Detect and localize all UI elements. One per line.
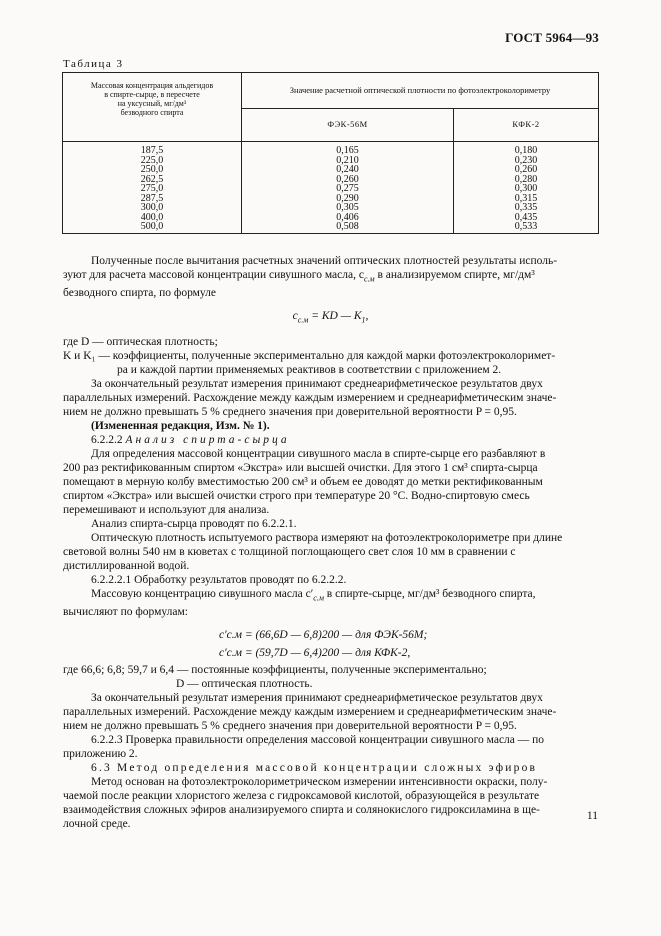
paragraph: 200 раз ректификованным спиртом «Экстра» или высшей очистки. Для этого 1 см³ спирта-сырца <box>63 461 538 474</box>
paragraph: лочной среде. <box>63 817 131 830</box>
paragraph: За окончательный результат измерения принимают среднеарифметическое результатов двух <box>91 377 543 390</box>
paragraph: 6.2.2.2.1 Обработку результатов проводят по 6.2.2.2. <box>91 573 347 586</box>
paragraph: Оптическую плотность испытуемого раствора измеряют на фотоэлектроколориметре при длине <box>91 531 563 544</box>
edit-note: (Измененная редакция, Изм. № 1). <box>91 419 270 432</box>
col2-values: 0,165 0,210 0,240 0,260 0,275 0,290 0,305 0,406 0,508 <box>242 142 454 234</box>
paragraph: Для определения массовой концентрации сивушного масла в спирте-сырце его разбавляют в <box>91 447 546 460</box>
col3-header: КФК-2 <box>454 108 599 141</box>
col2-header: ФЭК-56М <box>242 108 454 141</box>
col1-header: Массовая концентрация альдегидов в спирте-сырце, в пересчете на уксусный, мг/дм³ безводного спирта <box>63 73 242 142</box>
paragraph: За окончательный результат измерения принимают среднеарифметическое результатов двух <box>91 691 543 704</box>
paragraph: приложению 2. <box>63 747 138 760</box>
paragraph: помещают в мерную колбу вместимостью 200 см³ и объем ее доводят до метки ректификованным <box>63 475 543 488</box>
paragraph: безводного спирта, по формуле <box>63 287 217 300</box>
paragraph: перемешивают и используют для анализа. <box>63 503 270 516</box>
table-body-row <box>63 142 599 234</box>
table-caption: Таблица 3 <box>63 58 124 70</box>
section-heading-6222: 6.2.2.2 Анализ спирта-сырца <box>91 433 290 446</box>
paragraph: зуют для расчета массовой концентрации сивушного масла, $c_{с.м}$ в анализируемом спирте, мг/дм³ <box>63 269 535 284</box>
where-line: где 66,6; 6,8; 59,7 и 6,4 — постоянные коэффициенты, полученные экспериментально; <box>63 663 487 676</box>
paragraph: Анализ спирта-сырца проводят по 6.2.2.1. <box>91 517 297 530</box>
section-heading-63: 6.3 Метод определения массовой концентрации сложных эфиров <box>91 761 538 774</box>
paragraph: параллельных измерений. Расхождение между каждым измерением и среднеарифметическим значе- <box>63 391 557 404</box>
paragraph: 6.2.2.3 Проверка правильности определения массовой концентрации сивушного масла — по <box>91 733 545 746</box>
document-header: ГОСТ 5964—93 <box>505 30 599 45</box>
formula-2: c′с.м = (66,6D — 6,8)200 — для ФЭК-56М; <box>219 628 428 641</box>
paragraph: Полученные после вычитания расчетных значений оптических плотностей результаты исполь- <box>91 255 558 267</box>
paragraph: Массовую концентрацию сивушного масла $c'_{с.м}$ в спирте-сырце, мг/дм³ безводного спирта, <box>91 587 536 602</box>
where-line: где D — оптическая плотность; <box>63 335 218 348</box>
paragraph: чаемой после реакции хлористого железа с гидроксамовой кислотой, образующейся в результате <box>63 789 540 802</box>
formula-3: c′с.м = (59,7D — 6,4)200 — для КФК-2, <box>219 646 411 659</box>
paragraph: вычисляют по формулам: <box>63 605 188 618</box>
where-line: D — оптическая плотность. <box>176 677 313 690</box>
page-number: 11 <box>586 810 598 822</box>
group-header: Значение расчетной оптической плотности по фотоэлектроколориметру <box>242 73 599 109</box>
paragraph: нием не должно превышать 5 % среднего значения при доверительной вероятности P = 0,95. <box>63 719 517 732</box>
col3-values: 0,180 0,230 0,260 0,280 0,300 0,315 0,335 0,435 0,533 <box>454 142 599 234</box>
paragraph: дистиллированной водой. <box>63 559 190 572</box>
body-text-upper <box>63 254 598 831</box>
formula-1: $c_{с.м}$ = KD — $K_1$, <box>292 310 369 325</box>
where-line: ра и каждой партии применяемых реактивов в соответствии с приложением 2. <box>117 363 502 376</box>
paragraph: нием не должно превышать 5 % среднего значения при доверительной вероятности P = 0,95. <box>63 405 517 418</box>
paragraph: спиртом «Экстра» или высшей очистки строго при температуре 20 °С. Водно-спиртовую смесь <box>63 489 530 502</box>
paragraph: Метод основан на фотоэлектроколориметрическом измерении интенсивности окраски, полу- <box>91 775 548 788</box>
data-table <box>62 72 599 234</box>
paragraph: параллельных измерений. Расхождение между каждым измерением и среднеарифметическим значе- <box>63 705 557 718</box>
paragraph: световой волны 540 нм в кюветах с толщиной поглощающего свет слоя 10 мм в сравнении с <box>63 545 516 558</box>
col1-values: 187,5 225,0 250,0 262,5 275,0 287,5 300,0 400,0 500,0 <box>63 142 242 234</box>
paragraph: взаимодействия сложных эфиров анализируемого спирта и солянокислого гидроксиламина в ще- <box>63 803 540 816</box>
where-line: K и K₁ — коэффициенты, полученные экспериментально для каждой марки фотоэлектроколоримет- <box>63 349 556 362</box>
